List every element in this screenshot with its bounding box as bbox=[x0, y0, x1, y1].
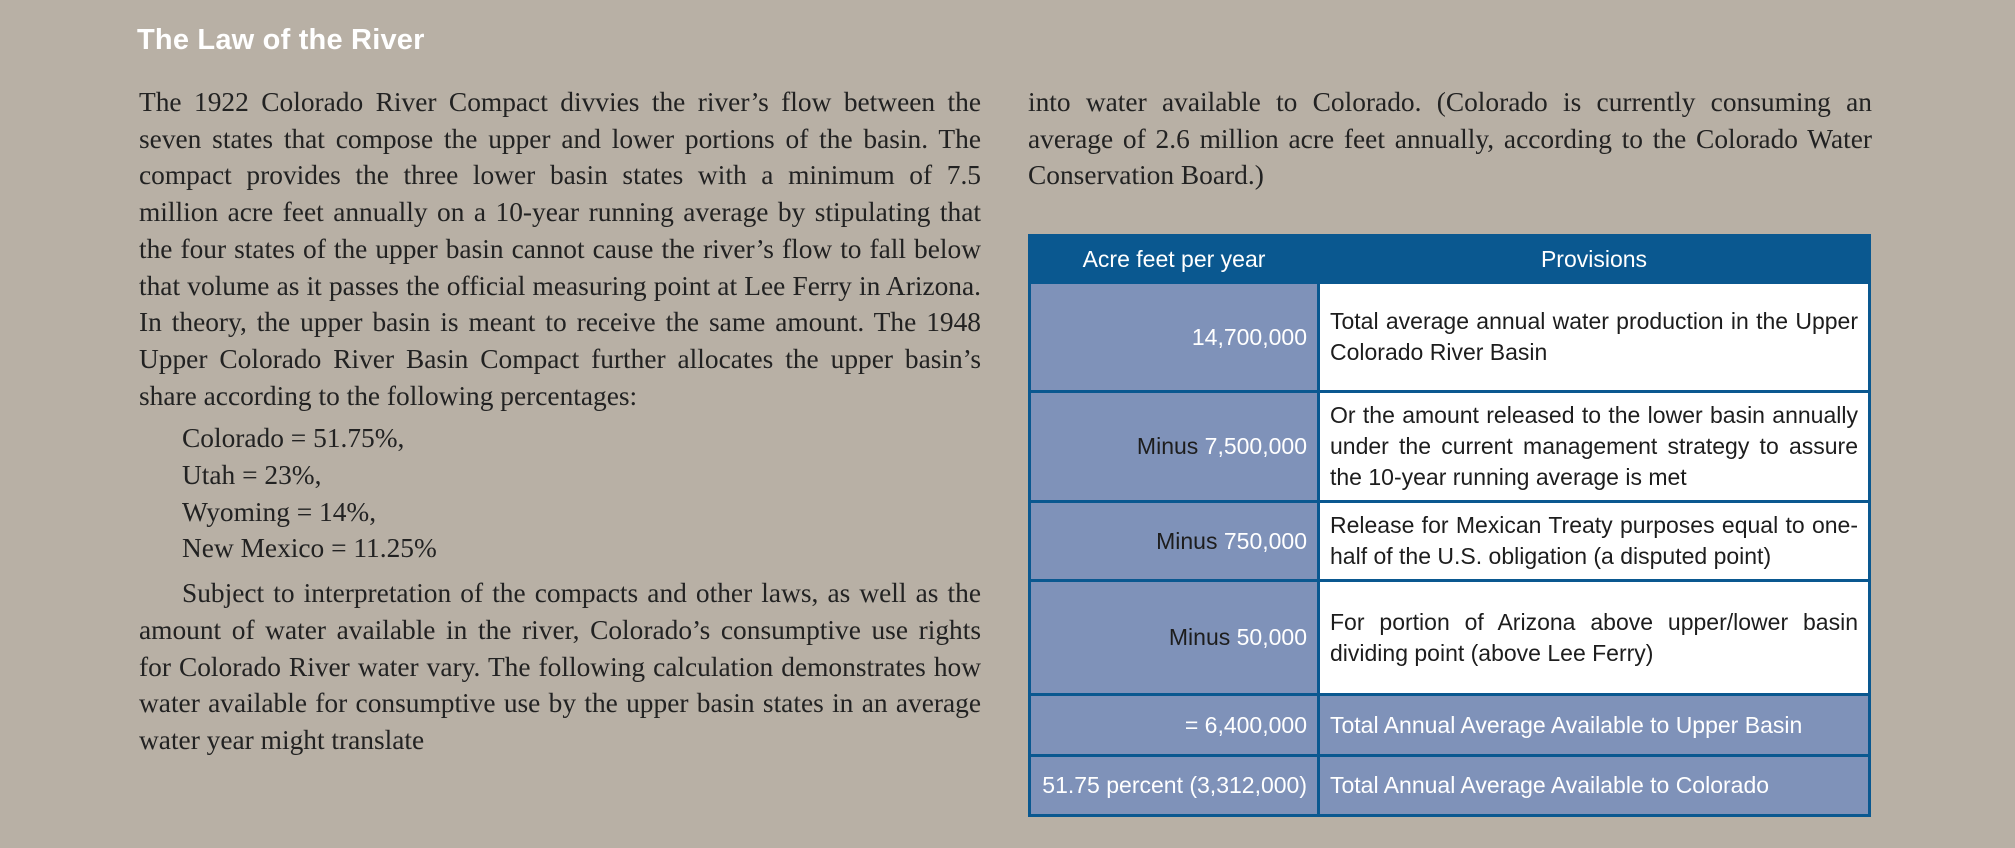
list-item: Colorado = 51.75%, bbox=[182, 423, 405, 454]
amount-cell bbox=[1030, 283, 1319, 392]
table-row bbox=[1030, 392, 1870, 502]
table-header-row bbox=[1030, 236, 1870, 283]
amount-cell bbox=[1030, 581, 1319, 695]
amount-value: 50,000 bbox=[1236, 624, 1307, 650]
amount-cell bbox=[1030, 756, 1319, 816]
table-row bbox=[1030, 581, 1870, 695]
intro-paragraph: The 1922 Colorado River Compact divvies the river’s flow between the seven states that compose the upper and lower portions of the basin. The compact provides the three lower basin states with a minimum of 7.5 million acre feet annually on a 10-year running average by stipulating that the four states of the upper basin cannot cause the river’s flow to fall below that volume as it passes the official measuring point at Lee Ferry in Arizona. In theory, the upper basin is meant to receive the same amount. The 1948 Upper Colorado River Basin Compact further allocates the upper basin’s share according to the following percentages: bbox=[139, 87, 981, 411]
left-column bbox=[139, 84, 981, 759]
list-item: Wyoming = 14%, bbox=[182, 496, 377, 527]
provision-cell: Total Annual Average Available to Colorado bbox=[1319, 756, 1870, 816]
amount-cell bbox=[1030, 392, 1319, 502]
amount-value: 7,500,000 bbox=[1204, 433, 1307, 459]
water-allocation-table bbox=[1028, 234, 1871, 817]
header-acre-feet: Acre feet per year bbox=[1030, 236, 1319, 283]
list-item: New Mexico = 11.25% bbox=[182, 533, 437, 564]
table-row bbox=[1030, 756, 1870, 816]
amount-cell bbox=[1030, 502, 1319, 581]
list-item: Utah = 23%, bbox=[182, 460, 322, 491]
percentage-list bbox=[182, 420, 981, 567]
table-row bbox=[1030, 695, 1870, 756]
provision-cell: Release for Mexican Treaty purposes equal to one-half of the U.S. obligation (a disputed point) bbox=[1319, 502, 1870, 581]
amount-value: 51.75 percent (3,312,000) bbox=[1042, 772, 1307, 798]
provision-cell: Or the amount released to the lower basin annually under the current management strategy to assure the 10-year running average is met bbox=[1319, 392, 1870, 502]
page-title: The Law of the River bbox=[137, 24, 425, 56]
amount-prefix: Minus bbox=[1168, 624, 1237, 650]
amount-cell bbox=[1030, 695, 1319, 756]
provision-cell: For portion of Arizona above upper/lower basin dividing point (above Lee Ferry) bbox=[1319, 581, 1870, 695]
right-column bbox=[1028, 84, 1872, 194]
continuation-paragraph: into water available to Colorado. (Colorado is currently consuming an average of 2.6 million acre feet annually, according to the Colorado Water Conservation Board.) bbox=[1028, 87, 1872, 191]
amount-prefix: Minus bbox=[1156, 527, 1224, 554]
amount-value: 14,700,000 bbox=[1191, 323, 1307, 350]
header-provisions: Provisions bbox=[1319, 236, 1870, 283]
amount-value: 750,000 bbox=[1223, 527, 1307, 554]
provision-cell: Total average annual water production in the Upper Colorado River Basin bbox=[1319, 283, 1870, 392]
interpretation-paragraph: Subject to interpretation of the compacts and other laws, as well as the amount of water available in the river, Colorado’s consumptive use rights for Colorado River water vary. The following calculation demonstrates how water available for consumptive use by the upper basin states in an average water year might translate bbox=[139, 578, 981, 755]
amount-value: 6,400,000 bbox=[1204, 711, 1307, 738]
amount-prefix: = bbox=[1184, 711, 1205, 738]
amount-prefix: Minus bbox=[1136, 433, 1205, 459]
table-row bbox=[1030, 502, 1870, 581]
table-row bbox=[1030, 283, 1870, 392]
provision-cell: Total Annual Average Available to Upper Basin bbox=[1319, 695, 1870, 756]
